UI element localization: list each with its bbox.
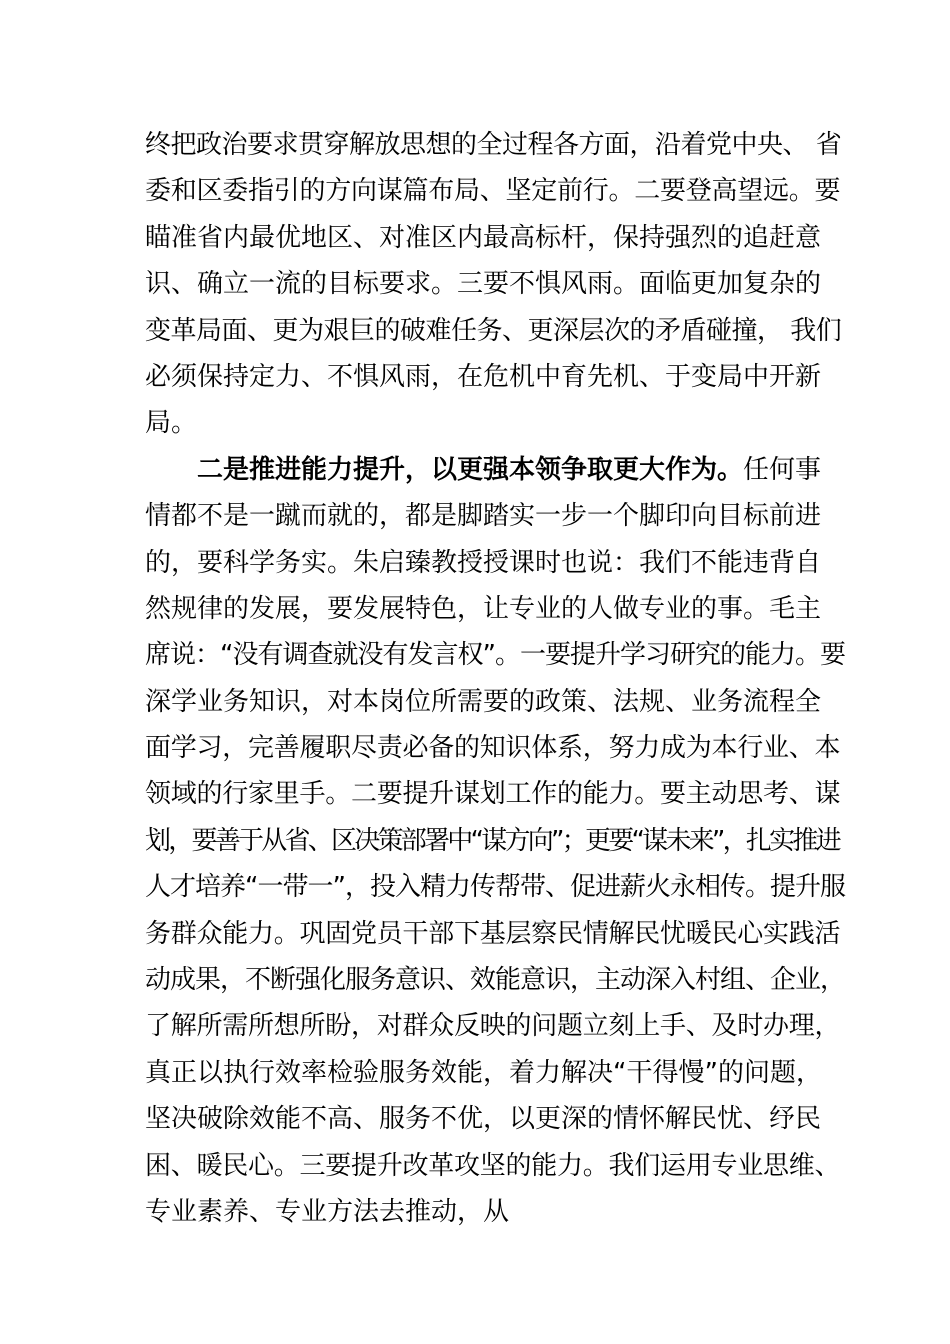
text-line: 了解所需所想所盼，对群众反映的问题立刻上手、及时办理，	[145, 1011, 841, 1042]
paragraph-2	[145, 447, 845, 1236]
text-line: 识、确立一流的目标要求。三要不惧风雨。面临更加复杂的	[145, 269, 822, 300]
text-line: 困、暖民心。三要提升改革攻坚的能力。我们运用专业思维、	[145, 1150, 841, 1181]
text-line: 专业素养、专业方法去推动，从	[145, 1196, 510, 1227]
text-line: 瞄准省内最优地区、对准区内最高标杆，保持强烈的追赶意	[145, 222, 822, 253]
text-line: 真正以执行效率检验服务效能，着力解决“干得慢”的问题，	[145, 1057, 822, 1088]
text-line: 然规律的发展，要发展特色，让专业的人做专业的事。毛主	[145, 593, 822, 624]
paragraph-2-first-line	[145, 447, 845, 493]
text-line: 领域的行家里手。二要提升谋划工作的能力。要主动思考、谋	[145, 779, 841, 810]
text-line: 情都不是一蹴而就的，都是脚踏实一步一个脚印向目标前进	[145, 501, 822, 532]
text-line: 面学习，完善履职尽责必备的知识体系，努力成为本行业、本	[145, 733, 841, 764]
text-line: 划，要善于从省、区决策部署中“谋方向”；更要“谋未来”，扎实推进	[145, 825, 839, 856]
text-line: 终把政治要求贯穿解放思想的全过程各方面，沿着党中央、 省	[145, 130, 842, 160]
text-line: 坚决破除效能不高、服务不优，以更深的情怀解民忧、纾民	[145, 1104, 822, 1135]
text-line: 委和区委指引的方向谋篇布局、坚定前行。二要登高望远。要	[145, 176, 841, 207]
text-run: 任何事	[743, 454, 822, 485]
text-line: 务群众能力。巩固党员干部下基层察民情解民忧暖民心实践活	[145, 918, 841, 949]
text-line: 的，要科学务实。朱启臻教授授课时也说：我们不能违背自	[145, 547, 822, 578]
text-line: 人才培养“一带一”，投入精力传帮带、促进薪火永相传。提升服	[145, 872, 845, 903]
text-line: 必须保持定力、不惧风雨，在危机中育先机、于变局中开新	[145, 361, 822, 392]
text-line: 局。	[145, 408, 198, 439]
text-line: 变革局面、更为艰巨的破难任务、更深层次的矛盾碰撞， 我们	[145, 315, 842, 346]
text-line: 深学业务知识，对本岗位所需要的政策、法规、业务流程全	[145, 686, 822, 717]
text-line: 动成果，不断强化服务意识、效能意识，主动深入村组、企业，	[145, 965, 846, 996]
document-body	[145, 122, 845, 1235]
paragraph-1	[145, 122, 845, 447]
section-heading: 二是推进能力提升，以更强本领争取更大作为。	[197, 454, 744, 485]
text-line: 席说：“没有调查就没有发言权”。一要提升学习研究的能力。要	[145, 640, 845, 671]
